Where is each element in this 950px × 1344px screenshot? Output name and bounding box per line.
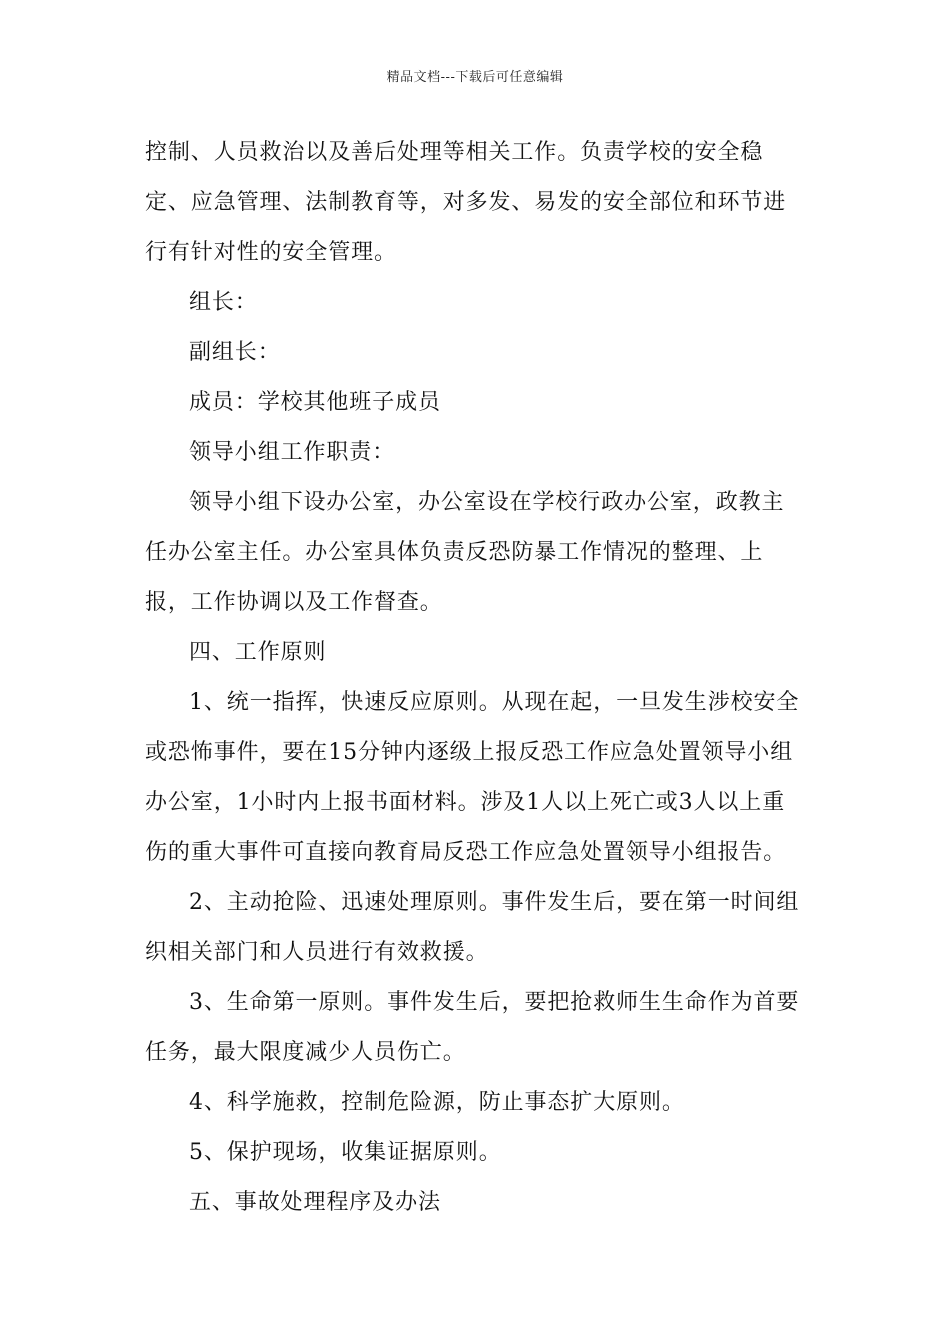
paragraph-duties-heading: 领导小组工作职责： [189, 440, 396, 465]
paragraph-principle-2: 2、主动抢险、迅速处理原则。事件发生后，要在第一时间组织相关部门和人员进行有效救援。 [145, 890, 800, 965]
paragraph-principle-3: 3、生命第一原则。事件发生后，要把抢救师生生命作为首要任务，最大限度减少人员伤亡。 [145, 990, 800, 1065]
document-body [145, 128, 807, 1228]
paragraph-team-leader: 组长： [189, 290, 258, 315]
page-header: 精品文档---下载后可任意编辑 [386, 70, 564, 85]
section-heading-principles: 四、工作原则 [189, 640, 327, 665]
paragraph-members: 成员：学校其他班子成员 [189, 390, 441, 415]
paragraph-principle-5: 5、保护现场，收集证据原则。 [189, 1140, 502, 1165]
paragraph-deputy-leader: 副组长： [189, 340, 281, 365]
paragraph-office-setup: 领导小组下设办公室，办公室设在学校行政办公室，政教主任办公室主任。办公室具体负责反恐防暴工作情况的整理、上报，工作协调以及工作督查。 [145, 490, 785, 615]
paragraph-principle-4: 4、科学施救，控制危险源，防止事态扩大原则。 [189, 1090, 685, 1115]
section-heading-procedures: 五、事故处理程序及办法 [189, 1190, 441, 1215]
paragraph-principle-1: 1、统一指挥，快速反应原则。从现在起，一旦发生涉校安全或恐怖事件，要在15分钟内逐级上报反恐工作应急处置领导小组办公室，1小时内上报书面材料。涉及1人以上死亡或3人以上重伤的重大事件可直接向教育局反恐工作应急处置领导小组报告。 [145, 690, 800, 865]
paragraph-responsibilities-continued: 控制、人员救治以及善后处理等相关工作。负责学校的安全稳定、应急管理、法制教育等，对多发、易发的安全部位和环节进行有针对性的安全管理。 [145, 140, 787, 265]
